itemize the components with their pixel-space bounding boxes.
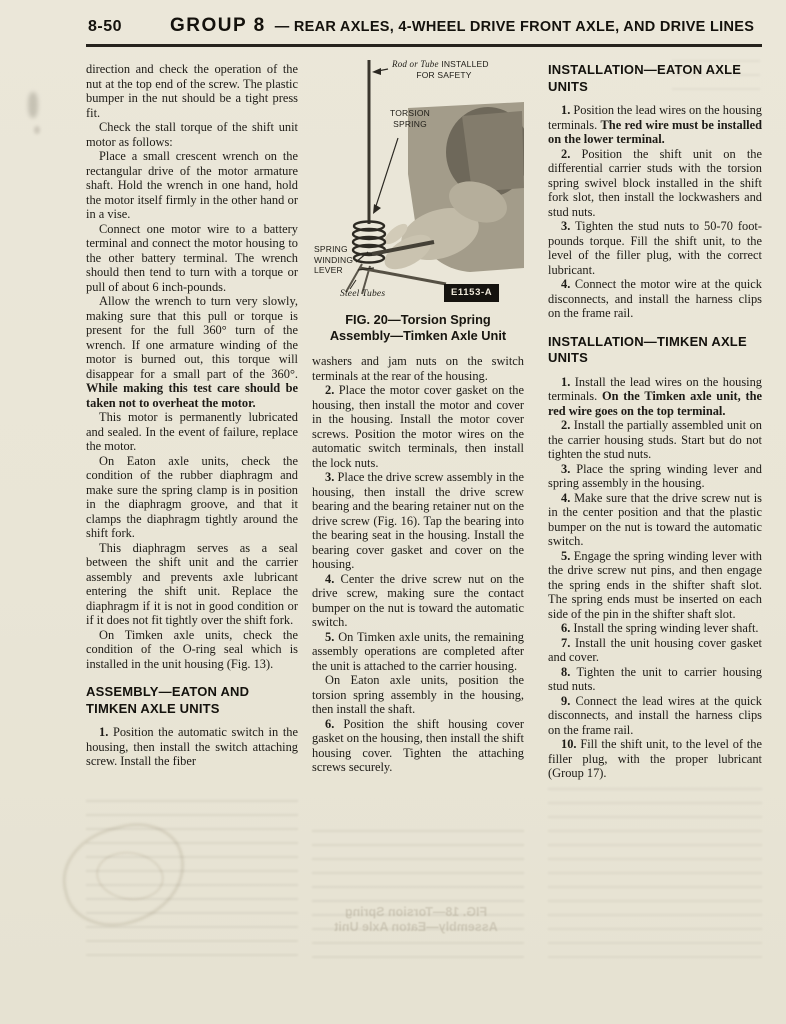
paragraph: 2. Install the partially assembled unit on the carrier housing studs. Start but do not tighten the stud nuts.: [548, 418, 762, 461]
bleedthrough-caption-line2: Assembly—Eaton Axle Unit: [334, 920, 498, 934]
bleedthrough-texture: [86, 800, 298, 965]
paragraph: 6. Position the shift housing cover gasket on the housing, then install the shift housing cover. Tighten the attaching screws securely.: [312, 716, 524, 774]
figure-label-torsion-spring: TORSION SPRING: [390, 108, 430, 129]
paragraph: This diaphragm serves as a seal between the shift unit and the carrier assembly and prevents axle lubricant entering the shift unit. Replace the diaphragm if it is not in good condition or if it does not fit tightly over the shift fork.: [86, 540, 298, 627]
bleedthrough-caption-line1: FIG. 18—Torsion Spring: [344, 905, 488, 919]
figure-label-rod-tube-name: Rod or Tube: [392, 59, 439, 69]
paragraph: 9. Connect the lead wires at the quick disconnects, and install the harness clips on the frame rail.: [548, 693, 762, 737]
section-heading-assembly: ASSEMBLY—EATON AND TIMKEN AXLE UNITS: [86, 684, 250, 716]
scan-smudge: [28, 92, 38, 118]
group-title-rest: — REAR AXLES, 4-WHEEL DRIVE FRONT AXLE, AND DRIVE LINES: [274, 19, 755, 35]
paragraph: Place a small crescent wrench on the rectangular drive of the motor armature shaft. Hold the wrench in one hand, hold the motor itself firmly in the other hand or in a vise.: [86, 149, 298, 221]
paragraph: 2. Position the shift unit on the differential carrier studs with the torsion spring swivel block installed in the shift fork slot, then install the lockwashers and stud nuts.: [548, 146, 762, 219]
paragraph: 3. Place the drive screw assembly in the housing, then install the drive screw bearing and the bearing retainer nut on the drive screw (Fig. 16). Tap the bearing into the bearing seat in the housing. Install the bearing cover gasket and cover on the housing.: [312, 470, 524, 571]
bleedthrough-caption: [300, 905, 532, 935]
figure-label-rod-tube: [392, 59, 520, 80]
group-title-main: GROUP 8: [170, 15, 266, 36]
paragraph: 3. Tighten the stud nuts to 50-70 foot-pounds torque. Fill the shift unit, to the level of the filler plug, with the correct lubricant.: [548, 219, 762, 277]
paragraph: direction and check the operation of the nut at the top end of the screw. The plastic bumper in the nut should be a tight press fit.: [86, 62, 298, 120]
figure-20: [312, 56, 524, 308]
paragraph: 10. Fill the shift unit, to the level of the filler plug, with the proper lubricant (Group 17).: [548, 737, 762, 780]
bleedthrough-swirl: [93, 848, 167, 905]
figure-caption-line2: Assembly—Timken Axle Unit: [329, 327, 507, 343]
figure-label-rod-tube-installed: INSTALLED: [441, 59, 489, 69]
paragraph: This motor is permanently lubricated and sealed. In the event of failure, replace the motor.: [86, 410, 298, 453]
paragraph: 7. Install the unit housing cover gasket and cover.: [548, 635, 762, 664]
paragraph: Allow the wrench to turn very slowly, making sure that this pull or torque is present for the full 360° turn of the wrench. If one armature winding of the motor is burned out, this torque will disappear for a small part of the 360°. While making this test care should be taken not to overheat the motor.: [86, 294, 298, 410]
page-header: [88, 15, 760, 37]
middle-column: [312, 56, 524, 775]
paragraph: 4. Center the drive screw nut on the drive screw, making sure the contact bumper on the nut is toward the automatic switch.: [312, 571, 524, 629]
figure-label-steel-tubes: Steel Tubes: [340, 289, 386, 299]
paragraph: 4. Connect the motor wire at the quick disconnects, and install the harness clips on the frame rail.: [548, 277, 762, 320]
paragraph: 1. Install the lead wires on the housing terminals. On the Timken axle unit, the red wire goes on the top terminal.: [548, 374, 762, 418]
right-column: [548, 62, 762, 781]
paragraph: 1. Position the automatic switch in the housing, then install the switch attaching screw. Install the fiber: [86, 725, 298, 768]
paragraph: 5. Engage the spring winding lever with the drive screw nut pins, and then engage the spring ends in the shifter shaft slot. The spring ends must be inserted on each side of the pin in the shifter shaft slot.: [548, 548, 762, 621]
paragraph: On Timken axle units, check the condition of the O-ring seal which is installed in the unit housing (Fig. 13).: [86, 627, 298, 671]
header-rule: [86, 44, 762, 47]
group-title: [170, 15, 754, 37]
paragraph: On Eaton axle units, position the torsion spring assembly in the housing, then install the shaft.: [312, 673, 524, 716]
scan-smudge: [34, 126, 40, 134]
figure-label-rod-tube-safety: FOR SAFETY: [416, 69, 472, 80]
left-column: [86, 62, 298, 769]
bleedthrough-swirl: [52, 812, 196, 937]
paragraph: 8. Tighten the unit to carrier housing stud nuts.: [548, 664, 762, 693]
paragraph: 2. Place the motor cover gasket on the housing, then install the motor and cover in the housing. Install the motor cover screws. Position the motor wires on the automatic switch terminals, then install the lock nuts.: [312, 383, 524, 470]
section-heading-installation-timken: INSTALLATION—TIMKEN AXLE UNITS: [548, 333, 747, 365]
figure-caption: [312, 312, 524, 343]
bleedthrough-texture: [548, 788, 762, 966]
paragraph: 3. Place the spring winding lever and spring assembly in the housing.: [548, 461, 762, 490]
bleedthrough-texture: [312, 830, 524, 965]
paragraph: Connect one motor wire to a battery terminal and connect the motor housing to the other battery terminal. The wrench should then tend to turn with a torque or pull of about 6 inch-pounds.: [86, 221, 298, 294]
paragraph: Check the stall torque of the shift unit motor as follows:: [86, 120, 298, 149]
paragraph: On Eaton axle units, check the condition of the rubber diaphragm and make sure the spring clamp is in position in the diaphragm groove, and that it clamps the diaphragm tightly around the shift fork.: [86, 453, 298, 540]
paragraph: washers and jam nuts on the switch terminals at the rear of the housing.: [312, 354, 524, 383]
paragraph: 5. On Timken axle units, the remaining assembly operations are completed after the unit is attached to the carrier housing.: [312, 629, 524, 673]
figure-photo-code: E1153-A: [444, 284, 499, 302]
section-heading-installation-eaton: INSTALLATION—EATON AXLE UNITS: [548, 62, 742, 94]
figure-label-spring-winding-lever: SPRING WINDING LEVER: [314, 244, 354, 275]
page-number: 8-50: [88, 18, 123, 35]
paragraph: 1. Position the lead wires on the housing terminals. The red wire must be installed on the lower terminal.: [548, 103, 762, 146]
paragraph: 6. Install the spring winding lever shaft.: [561, 621, 759, 635]
figure-caption-line1: FIG. 20—Torsion Spring: [345, 312, 491, 327]
paragraph: 4. Make sure that the drive screw nut is in the center position and that the plastic bumper on the nut is toward the automatic switch.: [548, 490, 762, 548]
